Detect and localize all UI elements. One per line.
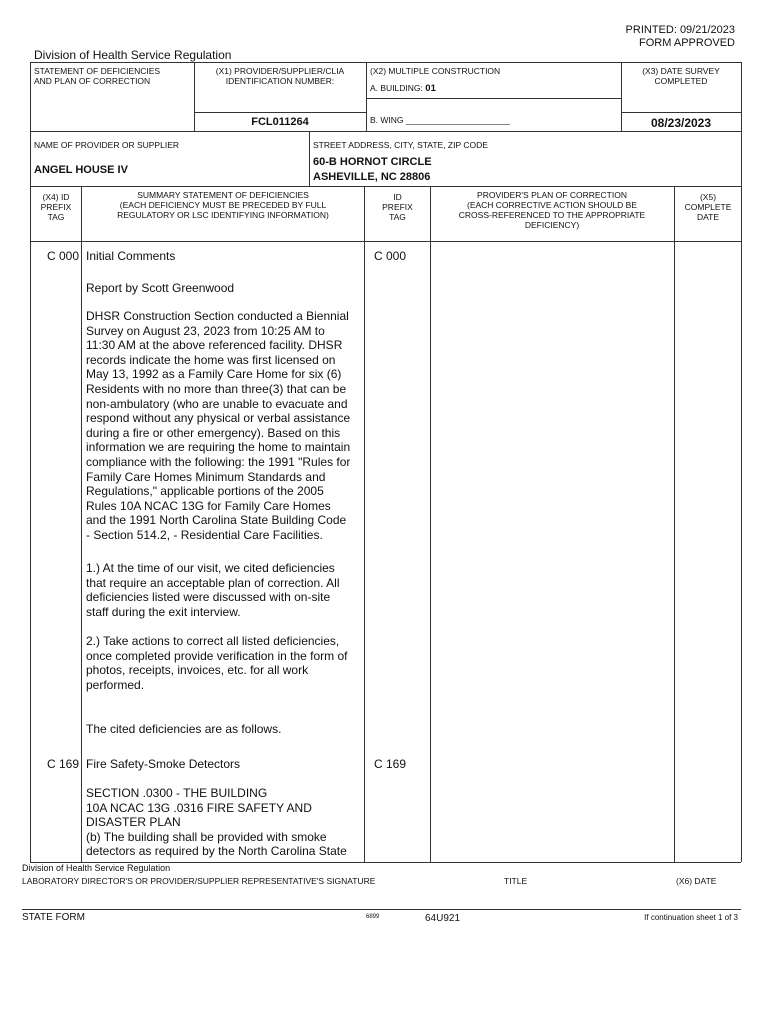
tag-c169-right: C 169: [374, 757, 407, 771]
tag-c000-left: C 000: [46, 249, 79, 263]
event-id: 64U921: [425, 913, 461, 924]
initial-comments-heading: Initial Comments: [86, 249, 176, 263]
wing-label: B. WING ______________________: [370, 115, 510, 125]
provider-id-value: FCL011264: [251, 116, 309, 128]
report-by: Report by Scott Greenwood: [86, 281, 235, 295]
deficiencies-paragraph: 1.) At the time of our visit, we cited deficiencies that require an acceptable plan of correction. All deficiencies listed were discussed with on-site staff during the exit interview.: [86, 561, 340, 619]
statement-label: STATEMENT OF DEFICIENCIES AND PLAN OF CORRECTION: [34, 66, 161, 86]
building-label-text: A. BUILDING:: [370, 83, 423, 93]
address-line1: 60-B HORNOT CIRCLE: [313, 156, 432, 168]
form-number: 6899: [366, 914, 380, 920]
footer-division: Division of Health Service Regulation: [22, 863, 171, 873]
division-title: Division of Health Service Regulation: [34, 48, 232, 62]
title-label: TITLE: [504, 876, 528, 886]
multiple-construction-label: (X2) MULTIPLE CONSTRUCTION: [370, 66, 501, 76]
col-header-x5: (X5) COMPLETE DATE: [684, 192, 732, 222]
corrections-paragraph: 2.) Take actions to correct all listed deficiencies, once completed provide verification in the form of photos, receipts, invoices, etc. for all work performed.: [86, 634, 348, 692]
tag-c000-right: C 000: [374, 249, 407, 263]
col-header-x4: (X4) ID PREFIX TAG: [40, 192, 72, 222]
provider-id-label: (X1) PROVIDER/SUPPLIER/CLIA IDENTIFICATION NUMBER:: [215, 66, 345, 86]
tag-c169-left: C 169: [46, 757, 79, 771]
survey-date-label: (X3) DATE SURVEY COMPLETED: [642, 66, 720, 86]
col-header-plan: PROVIDER'S PLAN OF CORRECTION (EACH CORRECTIVE ACTION SHOULD BE CROSS-REFERENCED TO THE APPROPRIATE DEFICIENCY): [458, 190, 646, 230]
address-line2: ASHEVILLE, NC 28806: [313, 171, 431, 183]
printed-date: PRINTED: 09/21/2023: [625, 24, 735, 36]
survey-date-value: 08/23/2023: [650, 116, 712, 130]
address-label: STREET ADDRESS, CITY, STATE, ZIP CODE: [313, 140, 488, 150]
building-label: [370, 83, 436, 94]
section-paragraph: SECTION .0300 - THE BUILDING 10A NCAC 13G .0316 FIRE SAFETY AND DISASTER PLAN (b) The building shall be provided with smoke detectors as required by the North Carolina State: [86, 786, 347, 859]
footer-rule: [22, 909, 741, 910]
state-form-label: STATE FORM: [22, 912, 85, 923]
col-header-id: ID PREFIX TAG: [382, 192, 413, 222]
cited-deficiencies-text: The cited deficiencies are as follows.: [86, 722, 282, 736]
provider-name-value: ANGEL HOUSE IV: [34, 164, 128, 176]
col-header-summary: SUMMARY STATEMENT OF DEFICIENCIES (EACH DEFICIENCY MUST BE PRECEDED BY FULL REGULATORY OR LSC IDENTIFYING INFORMATION): [117, 190, 329, 220]
survey-paragraph: DHSR Construction Section conducted a Biennial Survey on August 23, 2023 from 10:25 AM to 11:30 AM at the above referenced facility. DHSR records indicate the home was first licensed on May 13, 1992 as a Family Care Home for six (6) Residents with no more than three(3) that can be non-ambulatory (who are unable to evacuate and respond without any physical or verbal assistance during a fire or other emergency). Based on this information we are requiring the home to maintain compliance with the following: the 1991 "Rules for Family Care Homes Minimum Standards and Regulations," applicable portions of the 2005 Rules 10A NCAC 13G for Family Care Homes and the 1991 North Carolina State Building Code - Section 514.2, - Residential Care Facilities.: [86, 309, 351, 542]
provider-name-label: NAME OF PROVIDER OR SUPPLIER: [34, 140, 179, 150]
building-value: 01: [425, 83, 436, 94]
continuation-sheet: If continuation sheet 1 of 3: [644, 913, 738, 922]
signature-label: LABORATORY DIRECTOR'S OR PROVIDER/SUPPLIER REPRESENTATIVE'S SIGNATURE: [22, 876, 376, 886]
form-approved: FORM APPROVED: [639, 37, 735, 49]
date-label: (X6) DATE: [676, 876, 717, 886]
fire-safety-heading: Fire Safety-Smoke Detectors: [86, 757, 241, 771]
